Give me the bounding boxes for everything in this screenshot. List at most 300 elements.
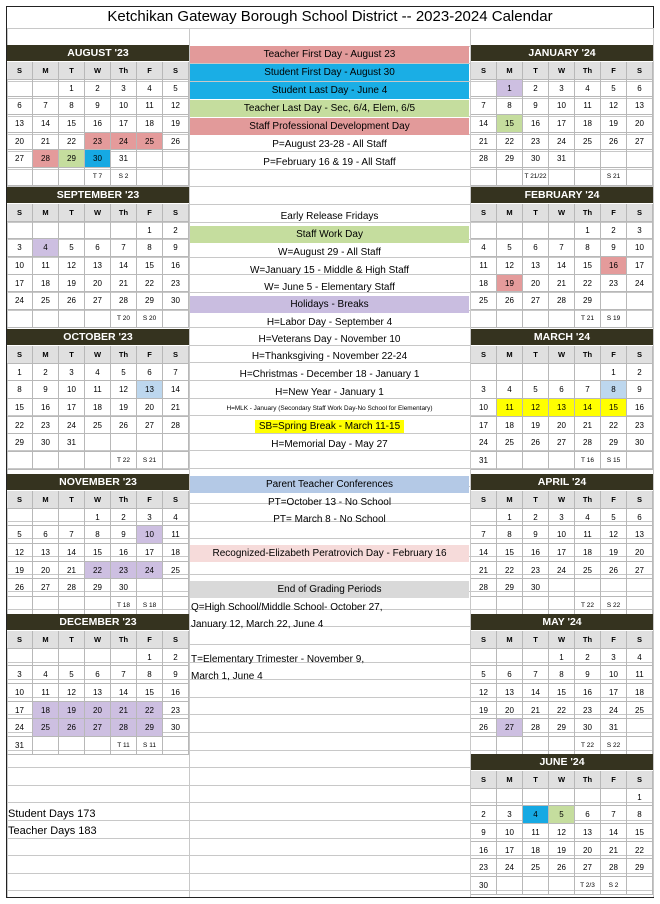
- day-cell: 22: [137, 275, 163, 293]
- weekday-header: S: [471, 491, 497, 509]
- day-cell: [85, 222, 111, 240]
- day-cell: [471, 789, 497, 807]
- day-cell: 4: [471, 239, 497, 257]
- month-september: [7, 187, 189, 328]
- day-count-cell: T 18: [111, 597, 137, 615]
- day-cell: [33, 509, 59, 527]
- day-cell: [471, 310, 497, 328]
- day-cell: [33, 452, 59, 470]
- day-cell: 8: [85, 526, 111, 544]
- day-cell: [85, 737, 111, 755]
- legend-teacher-last-day: Teacher Last Day - Sec, 6/4, Elem, 6/5: [190, 100, 469, 117]
- weekday-header: F: [137, 346, 163, 364]
- weekday-header: T: [59, 346, 85, 364]
- day-cell: 3: [497, 806, 523, 824]
- day-cell: [627, 737, 653, 755]
- weekday-header: F: [601, 346, 627, 364]
- day-cell: 27: [575, 859, 601, 877]
- day-cell: 27: [137, 417, 163, 435]
- day-cell: 13: [627, 526, 653, 544]
- day-cell: 16: [523, 544, 549, 562]
- day-cell: 25: [33, 292, 59, 310]
- day-cell: 18: [523, 842, 549, 860]
- day-count-cell: S 2: [601, 877, 627, 895]
- day-cell: 16: [627, 399, 653, 417]
- day-cell: 27: [7, 150, 33, 168]
- month-header: APRIL '24: [471, 474, 653, 491]
- legend-staff-work-day: Staff Work Day: [190, 226, 469, 243]
- weekday-header: M: [33, 491, 59, 509]
- day-cell: 23: [111, 562, 137, 580]
- day-cell: 8: [137, 239, 163, 257]
- day-cell: [7, 168, 33, 186]
- day-cell: 23: [85, 133, 111, 151]
- day-cell: 15: [85, 544, 111, 562]
- day-cell: 30: [111, 579, 137, 597]
- day-cell: 25: [627, 702, 653, 720]
- day-cell: [59, 597, 85, 615]
- day-cell: 13: [7, 115, 33, 133]
- month-header: SEPTEMBER '23: [7, 187, 189, 204]
- day-cell: 26: [7, 579, 33, 597]
- day-cell: 1: [575, 222, 601, 240]
- day-cell: [163, 310, 189, 328]
- day-cell: 11: [33, 257, 59, 275]
- day-cell: [575, 789, 601, 807]
- day-cell: 29: [549, 719, 575, 737]
- weekday-header: S: [163, 346, 189, 364]
- month-header: FEBRUARY '24: [471, 187, 653, 204]
- day-cell: 13: [33, 544, 59, 562]
- day-cell: 18: [137, 115, 163, 133]
- legend-parent-teacher-conferences: Parent Teacher Conferences: [190, 476, 469, 493]
- weekday-header: F: [601, 631, 627, 649]
- weekday-header: T: [59, 204, 85, 222]
- day-cell: 26: [59, 719, 85, 737]
- day-cell: 10: [59, 381, 85, 399]
- month-header: NOVEMBER '23: [7, 474, 189, 491]
- day-cell: 21: [523, 702, 549, 720]
- day-cell: 25: [163, 562, 189, 580]
- day-cell: 28: [549, 292, 575, 310]
- day-cell: 2: [601, 222, 627, 240]
- day-cell: [549, 737, 575, 755]
- day-cell: 18: [471, 275, 497, 293]
- month-header: MARCH '24: [471, 329, 653, 346]
- weekday-header: S: [627, 62, 653, 80]
- day-cell: 26: [497, 292, 523, 310]
- day-cell: [163, 150, 189, 168]
- day-cell: 23: [523, 562, 549, 580]
- day-cell: [497, 737, 523, 755]
- day-cell: 27: [627, 133, 653, 151]
- day-cell: [523, 222, 549, 240]
- day-cell: [7, 222, 33, 240]
- weekday-header: W: [85, 631, 111, 649]
- day-cell: [627, 597, 653, 615]
- day-count-cell: S 22: [601, 737, 627, 755]
- day-cell: 20: [549, 417, 575, 435]
- legend-h-mlk: H=MLK - January (Secondary Staff Work Day-No School for Elementary): [226, 405, 433, 412]
- day-cell: [59, 222, 85, 240]
- day-count-cell: T 22: [575, 597, 601, 615]
- day-cell: 7: [33, 97, 59, 115]
- month-header: AUGUST '23: [7, 45, 189, 62]
- day-cell: [7, 509, 33, 527]
- day-cell: 4: [85, 364, 111, 382]
- day-cell: 14: [601, 824, 627, 842]
- day-count-cell: T 7: [85, 168, 111, 186]
- day-cell: 21: [59, 562, 85, 580]
- legend-spring-break-row: [190, 418, 469, 436]
- legend-holidays-breaks: Holidays - Breaks: [190, 296, 469, 313]
- day-cell: 12: [601, 97, 627, 115]
- day-cell: 18: [85, 399, 111, 417]
- day-cell: 10: [137, 526, 163, 544]
- day-cell: [575, 150, 601, 168]
- day-cell: 30: [33, 434, 59, 452]
- day-cell: 5: [497, 239, 523, 257]
- day-cell: 9: [111, 526, 137, 544]
- day-cell: 13: [137, 381, 163, 399]
- day-cell: 22: [549, 702, 575, 720]
- day-cell: [523, 452, 549, 470]
- day-cell: 28: [575, 434, 601, 452]
- weekday-header: M: [497, 204, 523, 222]
- day-cell: 8: [497, 526, 523, 544]
- day-cell: 30: [85, 150, 111, 168]
- day-cell: 12: [7, 544, 33, 562]
- day-cell: 29: [137, 292, 163, 310]
- day-cell: 2: [85, 80, 111, 98]
- day-cell: 3: [7, 666, 33, 684]
- day-cell: 23: [163, 702, 189, 720]
- weekday-header: S: [7, 631, 33, 649]
- day-cell: 7: [549, 239, 575, 257]
- weekday-header: W: [549, 771, 575, 789]
- day-cell: 29: [497, 150, 523, 168]
- month-november: [7, 474, 189, 615]
- weekday-header: Th: [575, 631, 601, 649]
- day-cell: 6: [627, 509, 653, 527]
- weekday-header: Th: [575, 771, 601, 789]
- day-cell: [33, 310, 59, 328]
- day-count-cell: S 15: [601, 452, 627, 470]
- day-cell: 20: [33, 562, 59, 580]
- weekday-header: S: [163, 491, 189, 509]
- day-cell: 11: [575, 526, 601, 544]
- day-cell: 21: [111, 275, 137, 293]
- day-cell: 6: [497, 666, 523, 684]
- day-cell: 16: [163, 684, 189, 702]
- day-cell: 3: [471, 381, 497, 399]
- month-grid: [471, 771, 653, 895]
- weekday-header: T: [59, 491, 85, 509]
- day-cell: 1: [85, 509, 111, 527]
- legend-w-august: W=August 29 - All Staff: [278, 247, 381, 258]
- day-cell: 3: [137, 509, 163, 527]
- day-cell: 17: [7, 275, 33, 293]
- day-count-cell: T 11: [111, 737, 137, 755]
- weekday-header: F: [137, 62, 163, 80]
- day-cell: 3: [59, 364, 85, 382]
- day-cell: 27: [85, 719, 111, 737]
- day-cell: 31: [601, 719, 627, 737]
- day-cell: 17: [137, 544, 163, 562]
- day-cell: 11: [137, 97, 163, 115]
- day-cell: 19: [7, 562, 33, 580]
- day-cell: [59, 649, 85, 667]
- weekday-header: M: [497, 346, 523, 364]
- day-cell: [549, 310, 575, 328]
- day-cell: 21: [111, 702, 137, 720]
- day-cell: 6: [137, 364, 163, 382]
- day-cell: 22: [627, 842, 653, 860]
- day-cell: 30: [523, 150, 549, 168]
- gridline: [653, 28, 654, 897]
- gridline: [7, 28, 653, 29]
- weekday-header: W: [85, 204, 111, 222]
- day-cell: 1: [137, 649, 163, 667]
- day-cell: 29: [627, 859, 653, 877]
- day-cell: [601, 292, 627, 310]
- day-cell: 4: [627, 649, 653, 667]
- day-cell: 20: [497, 702, 523, 720]
- day-cell: 22: [85, 562, 111, 580]
- day-cell: 13: [85, 684, 111, 702]
- day-cell: 3: [111, 80, 137, 98]
- day-cell: 22: [59, 133, 85, 151]
- day-cell: 12: [497, 257, 523, 275]
- day-cell: 17: [59, 399, 85, 417]
- day-cell: 10: [497, 824, 523, 842]
- day-cell: 5: [471, 666, 497, 684]
- day-cell: 13: [523, 257, 549, 275]
- legend-pt-october: PT=October 13 - No School: [267, 497, 392, 508]
- day-cell: 22: [137, 702, 163, 720]
- day-cell: 7: [111, 666, 137, 684]
- day-cell: 22: [7, 417, 33, 435]
- day-cell: 9: [85, 97, 111, 115]
- day-cell: 29: [7, 434, 33, 452]
- day-cell: 8: [59, 97, 85, 115]
- day-cell: 31: [471, 452, 497, 470]
- day-cell: [601, 150, 627, 168]
- day-cell: 1: [497, 509, 523, 527]
- legend-h-thanksgiving: H=Thanksgiving - November 22-24: [251, 351, 408, 362]
- day-cell: 14: [33, 115, 59, 133]
- day-cell: [627, 452, 653, 470]
- day-cell: [575, 168, 601, 186]
- day-cell: 23: [471, 859, 497, 877]
- day-cell: [59, 452, 85, 470]
- day-cell: [549, 597, 575, 615]
- day-cell: 22: [575, 275, 601, 293]
- month-may: [471, 614, 653, 755]
- day-cell: [497, 222, 523, 240]
- day-cell: 18: [627, 684, 653, 702]
- day-cell: [523, 649, 549, 667]
- day-cell: [523, 789, 549, 807]
- weekday-header: T: [523, 491, 549, 509]
- weekday-header: S: [627, 491, 653, 509]
- legend-p-august: P=August 23-28 - All Staff: [272, 139, 387, 150]
- legend-staff-pd-day: Staff Professional Development Day: [190, 118, 469, 135]
- day-cell: 14: [471, 544, 497, 562]
- day-cell: 8: [549, 666, 575, 684]
- month-june: [471, 754, 653, 895]
- day-cell: 25: [523, 859, 549, 877]
- day-cell: 15: [137, 684, 163, 702]
- day-cell: [85, 649, 111, 667]
- day-cell: [111, 649, 137, 667]
- day-cell: 28: [111, 719, 137, 737]
- day-cell: 20: [7, 133, 33, 151]
- weekday-header: Th: [575, 491, 601, 509]
- day-cell: 3: [601, 649, 627, 667]
- month-grid: [7, 491, 189, 615]
- day-cell: 20: [85, 275, 111, 293]
- day-cell: [111, 222, 137, 240]
- day-cell: 15: [575, 257, 601, 275]
- day-cell: [59, 509, 85, 527]
- day-count-cell: S 18: [137, 597, 163, 615]
- day-cell: 28: [111, 292, 137, 310]
- day-cell: 2: [163, 649, 189, 667]
- weekday-header: W: [85, 491, 111, 509]
- day-cell: 8: [137, 666, 163, 684]
- day-cell: 24: [549, 133, 575, 151]
- month-grid: [7, 62, 189, 186]
- day-cell: 23: [575, 702, 601, 720]
- day-cell: 12: [59, 684, 85, 702]
- day-cell: [33, 80, 59, 98]
- day-cell: [549, 789, 575, 807]
- day-cell: [7, 80, 33, 98]
- day-count-cell: S 19: [601, 310, 627, 328]
- weekday-header: M: [33, 62, 59, 80]
- weekday-header: S: [7, 204, 33, 222]
- weekday-header: S: [471, 631, 497, 649]
- day-cell: 24: [7, 719, 33, 737]
- month-grid: [471, 62, 653, 186]
- weekday-header: T: [523, 346, 549, 364]
- day-count-cell: S 21: [601, 168, 627, 186]
- day-cell: 23: [163, 275, 189, 293]
- day-cell: 12: [59, 257, 85, 275]
- day-cell: [471, 80, 497, 98]
- day-cell: 14: [523, 684, 549, 702]
- weekday-header: S: [627, 204, 653, 222]
- day-cell: [7, 597, 33, 615]
- day-cell: 1: [627, 789, 653, 807]
- day-cell: [601, 789, 627, 807]
- day-cell: 16: [601, 257, 627, 275]
- day-cell: 26: [59, 292, 85, 310]
- day-cell: 17: [471, 417, 497, 435]
- day-cell: 1: [497, 80, 523, 98]
- day-cell: 5: [601, 509, 627, 527]
- month-header: OCTOBER '23: [7, 329, 189, 346]
- weekday-header: S: [471, 771, 497, 789]
- day-cell: 9: [471, 824, 497, 842]
- day-cell: 19: [523, 417, 549, 435]
- day-cell: 21: [33, 133, 59, 151]
- day-cell: 2: [523, 509, 549, 527]
- day-cell: 17: [111, 115, 137, 133]
- day-cell: 6: [85, 239, 111, 257]
- day-cell: 5: [7, 526, 33, 544]
- weekday-header: Th: [111, 204, 137, 222]
- day-cell: 10: [7, 257, 33, 275]
- day-cell: 27: [33, 579, 59, 597]
- day-cell: 11: [523, 824, 549, 842]
- day-cell: [137, 579, 163, 597]
- day-cell: 18: [575, 544, 601, 562]
- day-cell: 24: [471, 434, 497, 452]
- weekday-header: S: [471, 62, 497, 80]
- day-cell: 14: [575, 399, 601, 417]
- day-cell: 8: [627, 806, 653, 824]
- day-cell: [33, 649, 59, 667]
- weekday-header: S: [163, 204, 189, 222]
- day-count-cell: S 2: [111, 168, 137, 186]
- day-cell: 15: [497, 115, 523, 133]
- day-cell: 3: [627, 222, 653, 240]
- day-cell: 28: [601, 859, 627, 877]
- day-cell: 19: [59, 702, 85, 720]
- day-cell: 31: [549, 150, 575, 168]
- day-cell: [33, 222, 59, 240]
- day-cell: [549, 452, 575, 470]
- weekday-header: T: [523, 631, 549, 649]
- weekday-header: M: [33, 631, 59, 649]
- day-cell: 27: [549, 434, 575, 452]
- day-cell: 1: [601, 364, 627, 382]
- month-header: JUNE '24: [471, 754, 653, 771]
- day-cell: 7: [601, 806, 627, 824]
- day-cell: 11: [85, 381, 111, 399]
- weekday-header: Th: [111, 491, 137, 509]
- weekday-header: S: [627, 631, 653, 649]
- day-cell: 31: [111, 150, 137, 168]
- day-count-cell: T 22: [111, 452, 137, 470]
- month-april: [471, 474, 653, 615]
- day-cell: 8: [497, 97, 523, 115]
- day-cell: [601, 579, 627, 597]
- day-cell: 1: [7, 364, 33, 382]
- day-cell: 4: [523, 806, 549, 824]
- day-cell: [627, 168, 653, 186]
- day-cell: 6: [575, 806, 601, 824]
- weekday-header: W: [549, 491, 575, 509]
- day-cell: 1: [549, 649, 575, 667]
- month-grid: [471, 631, 653, 755]
- legend-p-february: P=February 16 & 19 - All Staff: [263, 157, 396, 168]
- day-cell: 15: [137, 257, 163, 275]
- weekday-header: S: [627, 346, 653, 364]
- day-cell: [497, 364, 523, 382]
- day-count-cell: T 16: [575, 452, 601, 470]
- day-cell: [497, 649, 523, 667]
- day-cell: [85, 452, 111, 470]
- day-cell: [497, 877, 523, 895]
- day-cell: 1: [137, 222, 163, 240]
- day-cell: 8: [575, 239, 601, 257]
- day-cell: 9: [627, 381, 653, 399]
- day-cell: 9: [33, 381, 59, 399]
- weekday-header: T: [59, 631, 85, 649]
